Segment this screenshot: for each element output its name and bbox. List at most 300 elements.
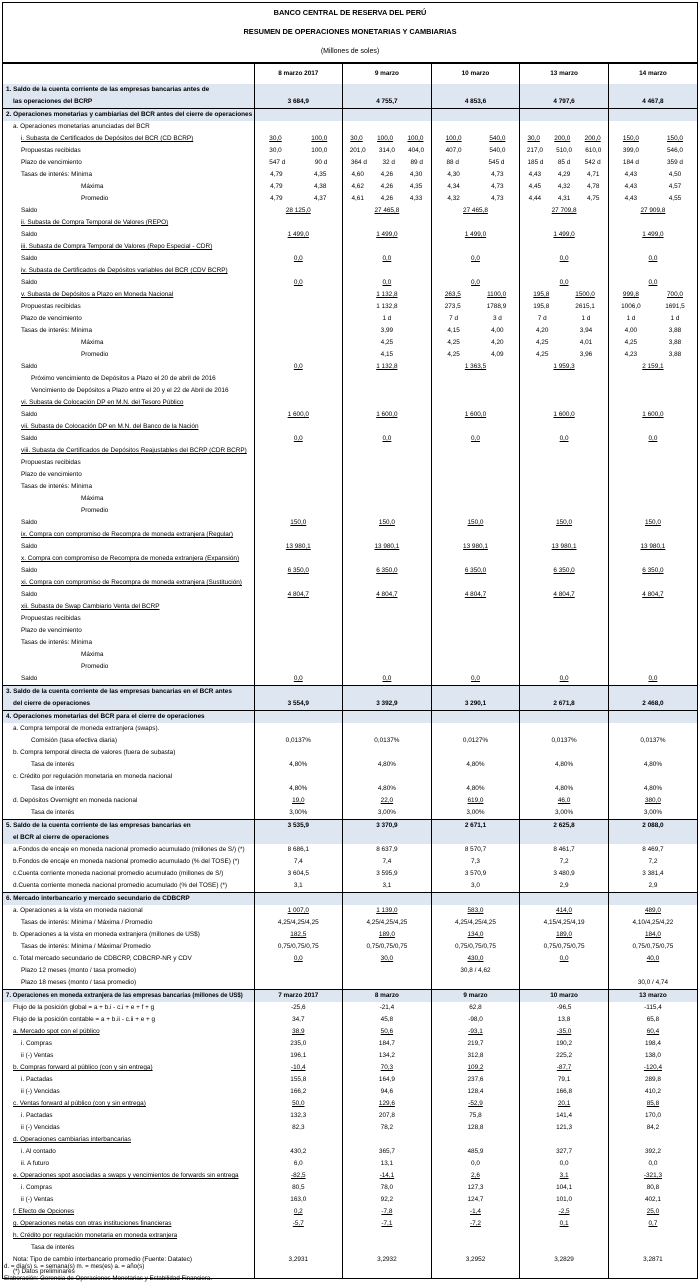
sub-value: 4,50 — [668, 171, 682, 178]
value: 184,0 — [644, 931, 661, 938]
value-cell — [520, 517, 609, 529]
sub-values — [520, 193, 608, 205]
table-row — [3, 929, 697, 941]
sub-value: 4,20 — [491, 339, 504, 346]
table-row — [3, 289, 697, 301]
table-row — [3, 529, 697, 541]
value-cell — [343, 505, 432, 517]
table-row — [3, 493, 697, 505]
value-cell — [431, 313, 520, 325]
value: 4,10/4,25/4,22 — [632, 919, 674, 926]
value-cell — [608, 301, 697, 313]
sub-value: 4,79 — [270, 195, 283, 202]
row-label-text: Propuestas recibidas — [21, 615, 81, 622]
value: 13 980,1 — [463, 543, 488, 550]
date-header: 9 marzo — [343, 64, 432, 85]
value-cell — [608, 481, 697, 493]
table-row — [3, 397, 697, 409]
table-row — [3, 965, 697, 977]
value: 2 625,8 — [553, 822, 575, 829]
section-row — [3, 820, 697, 833]
row-label — [3, 313, 254, 325]
value-cell — [608, 1242, 697, 1254]
row-label — [3, 109, 254, 122]
value: 4,80% — [289, 761, 308, 768]
sub-values — [609, 337, 697, 349]
row-label — [3, 529, 254, 541]
value-cell — [431, 953, 520, 965]
value-cell — [431, 493, 520, 505]
value-cell — [520, 844, 609, 856]
sub-value: 4,30 — [447, 171, 460, 178]
value-cell — [254, 541, 343, 553]
value-cell — [431, 84, 520, 96]
value: 485,9 — [467, 1148, 484, 1155]
value-cell — [343, 1122, 432, 1134]
value-cell — [254, 84, 343, 96]
value: 7,4 — [382, 858, 392, 865]
value-cell — [343, 241, 432, 253]
row-label — [3, 577, 254, 589]
table-row — [3, 445, 697, 457]
row-label — [3, 880, 254, 893]
row-label — [3, 397, 254, 409]
value: 8 461,7 — [553, 846, 575, 853]
sub-values — [520, 169, 608, 181]
value: 27 909,8 — [640, 207, 666, 214]
row-label-text: Nota: Tipo de cambio interbancario promedio (Fuente: Datatec) — [13, 1256, 193, 1263]
row-label-text: Saldo — [21, 231, 38, 238]
value: 190,2 — [556, 1040, 573, 1047]
value-cell — [608, 325, 697, 337]
value-cell — [254, 673, 343, 686]
value-cell — [431, 941, 520, 953]
value-cell — [431, 373, 520, 385]
value-cell — [431, 349, 520, 361]
value-cell — [608, 820, 697, 833]
value-cell — [608, 783, 697, 795]
value-cell — [431, 385, 520, 397]
row-label-text: a. Compra temporal de moneda extranjera (swaps). — [13, 725, 160, 732]
value-cell — [520, 807, 609, 820]
value: 3,1 — [559, 1172, 569, 1179]
value-cell — [343, 205, 432, 217]
sub-value: 4,00 — [624, 327, 638, 334]
value-cell — [343, 686, 432, 699]
value: 0,7 — [648, 1220, 658, 1227]
value-cell — [254, 759, 343, 771]
row-label-text: ii. A futuro — [21, 1160, 50, 1167]
value-cell — [254, 133, 343, 145]
value-cell — [608, 625, 697, 637]
sub-values — [609, 349, 697, 361]
row-label-text: Comisión (tasa efectiva diaria) — [31, 737, 117, 744]
table-row — [3, 541, 697, 553]
value: -5,7 — [292, 1220, 304, 1227]
value: 1 132,8 — [376, 303, 398, 310]
value: 94,6 — [380, 1088, 394, 1095]
table-row — [3, 337, 697, 349]
table-row — [3, 313, 697, 325]
sub-value: 263,5 — [444, 291, 461, 298]
row-label-text: 1. Saldo de la cuenta corriente de las empresas bancarias antes de — [6, 86, 210, 93]
value: 3,2932 — [377, 1256, 397, 1263]
row-label-text: Saldo — [21, 675, 38, 682]
value-cell — [520, 905, 609, 917]
row-label — [3, 1074, 254, 1086]
value-cell — [343, 529, 432, 541]
row-label — [3, 661, 254, 673]
value: 3 554,9 — [287, 700, 309, 707]
value-cell — [520, 625, 609, 637]
value-cell — [520, 121, 609, 133]
table-row — [3, 613, 697, 625]
row-label — [3, 844, 254, 856]
value-cell — [254, 613, 343, 625]
value: 1 600,0 — [642, 411, 664, 418]
value-cell — [520, 941, 609, 953]
value-cell — [343, 977, 432, 990]
table-row — [3, 1050, 697, 1062]
value-cell — [343, 893, 432, 906]
value-cell — [254, 1218, 343, 1230]
value-cell — [431, 601, 520, 613]
value-cell — [254, 844, 343, 856]
sub-value: 3,88 — [668, 327, 682, 334]
value: 1 959,3 — [553, 363, 575, 370]
row-label-text: Tasas de interés: Mínima — [21, 483, 93, 490]
value-cell — [254, 565, 343, 577]
value: 380,0 — [644, 797, 661, 804]
value-cell — [343, 385, 432, 397]
value-cell — [343, 193, 432, 205]
row-label — [3, 820, 254, 833]
value: 3 570,9 — [464, 870, 487, 877]
table-row — [3, 807, 697, 820]
row-label — [3, 385, 254, 397]
value-cell — [431, 1074, 520, 1086]
value-cell — [520, 1206, 609, 1218]
value-cell — [431, 541, 520, 553]
value-cell — [520, 1062, 609, 1074]
value-cell — [254, 832, 343, 844]
value-cell — [254, 1074, 343, 1086]
value-cell — [431, 1014, 520, 1026]
table-row — [3, 723, 697, 735]
value-cell — [431, 469, 520, 481]
table-row — [3, 1026, 697, 1038]
value-cell — [254, 157, 343, 169]
operations-table — [3, 63, 697, 1278]
value-cell — [254, 169, 343, 181]
value-cell — [520, 1266, 609, 1278]
sub-values — [520, 349, 608, 361]
row-label-text: ii. Subasta de Compra Temporal de Valores (REPO) — [21, 219, 169, 226]
value: 8 686,1 — [287, 846, 309, 853]
value-cell — [254, 421, 343, 433]
table-row — [3, 589, 697, 601]
value-cell — [431, 880, 520, 893]
value-cell — [608, 1110, 697, 1122]
row-label-text: a. Operaciones a la vista en moneda nacional — [13, 907, 143, 914]
value-cell — [431, 637, 520, 649]
value: 150,0 — [644, 519, 661, 526]
row-label-text: Propuestas recibidas — [21, 459, 81, 466]
table-row — [3, 673, 697, 686]
value-cell — [608, 844, 697, 856]
sub-value: 7 d — [537, 315, 547, 322]
value-cell — [431, 277, 520, 289]
value-cell — [343, 457, 432, 469]
sub-values — [609, 181, 697, 193]
table-row — [3, 565, 697, 577]
value-cell — [608, 1134, 697, 1146]
value: 4,25 — [380, 339, 394, 346]
sub-value: 273,5 — [444, 303, 461, 310]
value-cell — [343, 1074, 432, 1086]
table-row — [3, 517, 697, 529]
value: 50,6 — [380, 1028, 394, 1035]
table-row — [3, 625, 697, 637]
value: 27 709,8 — [551, 207, 577, 214]
value-cell — [431, 1002, 520, 1014]
row-label-text: del cierre de operaciones — [13, 700, 91, 707]
value-cell — [608, 181, 697, 193]
value: -1,4 — [469, 1208, 481, 1215]
value: 127,3 — [467, 1184, 484, 1191]
row-label — [3, 747, 254, 759]
value: 6 350,0 — [464, 567, 487, 574]
value-cell — [254, 795, 343, 807]
table-row — [3, 868, 697, 880]
row-label-text: e. Operaciones spot asociadas a swaps y vencimientos de forwards sin entrega — [13, 1172, 239, 1179]
row-label-text: Plazo de vencimiento — [21, 627, 82, 634]
value-cell — [431, 1230, 520, 1242]
value-cell — [520, 965, 609, 977]
table-row — [3, 469, 697, 481]
value: 1 499,0 — [464, 231, 487, 238]
value-cell — [254, 649, 343, 661]
value-cell — [608, 735, 697, 747]
sub-values — [343, 157, 431, 169]
value-cell — [254, 109, 343, 122]
value-cell — [520, 1146, 609, 1158]
row-label — [3, 1110, 254, 1122]
value-cell — [431, 711, 520, 724]
value-cell — [431, 1254, 520, 1266]
value: 45,8 — [380, 1016, 394, 1023]
sub-value: 999,8 — [622, 291, 639, 298]
value-cell — [520, 613, 609, 625]
sub-values — [520, 157, 608, 169]
row-label — [3, 589, 254, 601]
row-label — [3, 1062, 254, 1074]
row-label — [3, 977, 254, 990]
value: 2,9 — [559, 882, 569, 889]
value-cell — [431, 301, 520, 313]
sub-value: 4,00 — [491, 327, 504, 334]
value: 3,1 — [382, 882, 392, 889]
value-cell — [343, 1218, 432, 1230]
row-label — [3, 905, 254, 917]
value-cell — [431, 1218, 520, 1230]
value-cell — [608, 601, 697, 613]
value-cell — [520, 820, 609, 833]
value: 198,4 — [644, 1040, 661, 1047]
value: 4,15/4,25/4,19 — [543, 919, 585, 926]
value: 1 132,8 — [376, 291, 398, 298]
value-cell — [431, 589, 520, 601]
value: 414,0 — [556, 907, 573, 914]
value-cell — [608, 613, 697, 625]
value-cell — [343, 445, 432, 457]
value-cell — [254, 868, 343, 880]
value-cell — [343, 253, 432, 265]
value: -7,8 — [381, 1208, 393, 1215]
value-cell — [343, 771, 432, 783]
value: 3 595,9 — [376, 870, 398, 877]
row-label — [3, 807, 254, 820]
sub-value: 4,01 — [579, 339, 593, 346]
row-label — [3, 649, 254, 661]
value: 6 350,0 — [287, 567, 309, 574]
value-cell — [343, 673, 432, 686]
value-cell — [520, 301, 609, 313]
row-label-text: Propuestas recibidas — [21, 147, 81, 154]
value-cell — [608, 1002, 697, 1014]
value-cell — [254, 589, 343, 601]
row-label-text: v. Subasta de Depósitos a Plazo en Moneda Nacional — [21, 291, 174, 298]
value-cell — [254, 783, 343, 795]
value: 46,0 — [557, 797, 571, 804]
value-cell — [343, 941, 432, 953]
value: 0,0 — [471, 435, 480, 442]
value-cell — [343, 625, 432, 637]
row-label — [3, 686, 254, 699]
row-label-text: Tasas de interés: Mínima — [21, 171, 93, 178]
table-row — [3, 905, 697, 917]
value-cell — [254, 1146, 343, 1158]
row-label — [3, 181, 254, 193]
value: 0,0137% — [640, 737, 666, 744]
value-cell — [520, 783, 609, 795]
value-cell — [608, 84, 697, 96]
value-cell — [520, 553, 609, 565]
value-cell — [608, 229, 697, 241]
row-label-text: h. Crédito por regulación monetaria en moneda extranjera — [13, 1232, 178, 1239]
row-label-text: i. Al contado — [21, 1148, 56, 1155]
value-cell — [343, 1254, 432, 1266]
value-cell — [520, 1182, 609, 1194]
value: 189,0 — [378, 931, 395, 938]
sub-value: 217,0 — [526, 147, 543, 154]
value-cell — [520, 361, 609, 373]
value-cell — [254, 661, 343, 673]
row-label — [3, 698, 254, 711]
value: 141,4 — [556, 1112, 573, 1119]
sub-value: 540,0 — [489, 135, 506, 142]
section-label: 7. Operaciones en moneda extranjera de las empresas bancarias (millones de US$) — [3, 990, 254, 1003]
value-cell — [254, 277, 343, 289]
value-cell — [520, 795, 609, 807]
row-label-text: 2. Operaciones monetarias y cambiarias del BCR antes del cierre de operaciones — [6, 111, 253, 118]
value-cell — [431, 613, 520, 625]
value-cell — [608, 723, 697, 735]
value: 3,00% — [466, 809, 485, 816]
value: 0,0 — [648, 255, 658, 262]
value-cell — [254, 965, 343, 977]
row-label-text: d. Operaciones cambiarias interbancarias — [13, 1136, 131, 1143]
value-cell — [343, 735, 432, 747]
value-cell — [343, 145, 432, 157]
value-cell — [343, 661, 432, 673]
value-cell — [520, 337, 609, 349]
value: 4,15 — [380, 351, 394, 358]
value: 0,0 — [293, 363, 303, 370]
sub-value: 3,94 — [579, 327, 593, 334]
value-cell — [343, 1026, 432, 1038]
value-cell — [520, 157, 609, 169]
row-label — [3, 613, 254, 625]
value-cell — [343, 613, 432, 625]
row-label-text: 3. Saldo de la cuenta corriente de las empresas bancarias en el BCR antes — [6, 688, 232, 695]
row-label — [3, 145, 254, 157]
row-label — [3, 553, 254, 565]
value-cell — [343, 373, 432, 385]
value: 132,3 — [290, 1112, 307, 1119]
row-label — [3, 856, 254, 868]
value: 7,2 — [559, 858, 569, 865]
value-cell — [431, 397, 520, 409]
footer-source: Elaboración: Gerencia de Operaciones Monetarias y Estabilidad Financiera. — [4, 1275, 213, 1282]
value-cell — [520, 181, 609, 193]
row-label — [3, 1026, 254, 1038]
value: 1 363,5 — [464, 363, 487, 370]
value-cell — [254, 723, 343, 735]
value-cell — [343, 1086, 432, 1098]
value-cell — [520, 529, 609, 541]
row-label-text: Tasas de interés: Mínima — [21, 639, 93, 646]
value: 3 604,5 — [287, 870, 309, 877]
sub-value: 4,43 — [624, 171, 638, 178]
section-row — [3, 893, 697, 906]
value-cell — [520, 253, 609, 265]
value-cell — [343, 1002, 432, 1014]
sub-values — [432, 145, 520, 157]
value-cell — [608, 807, 697, 820]
value-cell — [520, 953, 609, 965]
value-cell — [431, 723, 520, 735]
row-label — [3, 96, 254, 109]
value: 40,0 — [646, 955, 660, 962]
value: 22,0 — [380, 797, 394, 804]
value-cell — [254, 1038, 343, 1050]
value-cell — [254, 457, 343, 469]
value-cell — [343, 397, 432, 409]
row-label — [3, 481, 254, 493]
sub-value: 547 d — [269, 159, 286, 166]
value-cell — [608, 711, 697, 724]
value-cell — [520, 1134, 609, 1146]
value-cell — [608, 1254, 697, 1266]
value: 0,0 — [293, 435, 303, 442]
value-cell — [254, 265, 343, 277]
value: 3,2829 — [554, 1256, 574, 1263]
sub-value: 4,75 — [587, 195, 600, 202]
value-cell — [431, 337, 520, 349]
value: 85,8 — [646, 1100, 660, 1107]
value-cell — [343, 1242, 432, 1254]
